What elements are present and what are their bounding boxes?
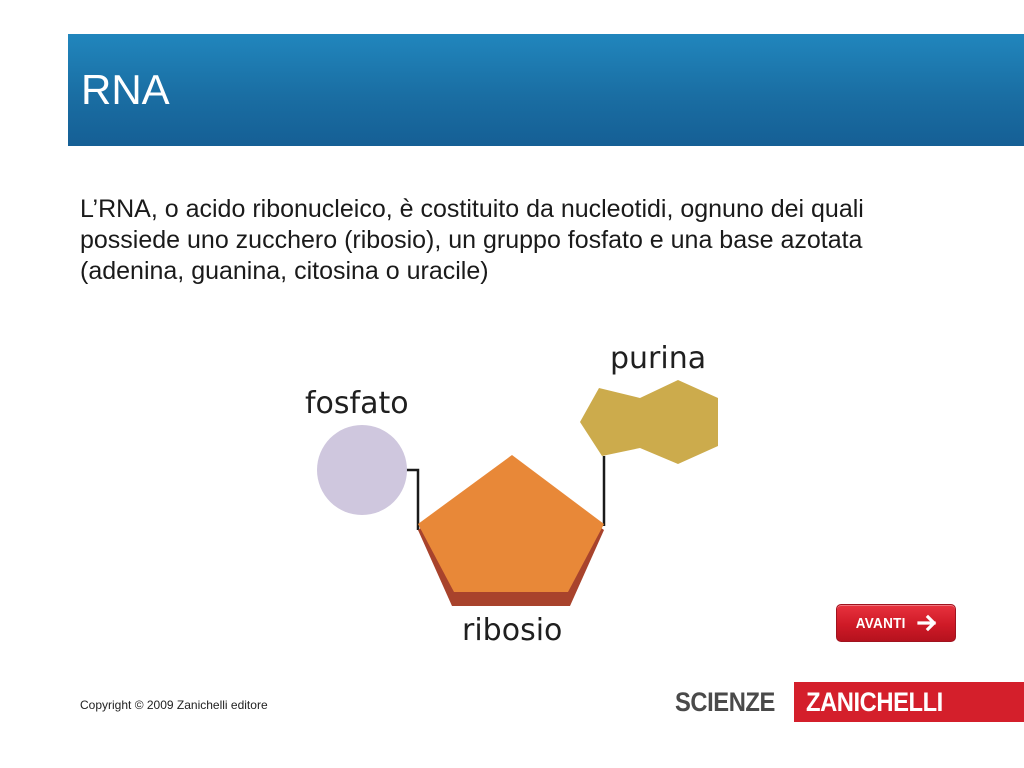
purine-shape [580,380,718,464]
phosphate-circle [317,425,407,515]
ribose-label: ribosio [462,613,563,648]
phosphate-label: fosfato [305,386,409,421]
slide-body-text: L’RNA, o acido ribonucleico, è costituito da nucleotidi, ognuno dei quali possiede uno zucchero (ribosio), un gruppo fosfato e una base azotata (adenina, guanina, citosina o uracile) [80,195,864,285]
next-button-label: AVANTI [856,614,906,632]
logo-zanichelli: ZANICHELLI [794,682,1024,722]
slide-title: RNA [81,66,170,113]
arrow-right-icon [917,614,939,632]
ribose-pentagon [418,455,604,592]
next-button[interactable] [836,604,956,642]
logo-scienze: SCIENZE [675,686,776,717]
purine-label: purina [610,341,707,376]
publisher-logo [670,682,1024,722]
copyright-notice: Copyright © 2009 Zanichelli editore [80,698,268,712]
